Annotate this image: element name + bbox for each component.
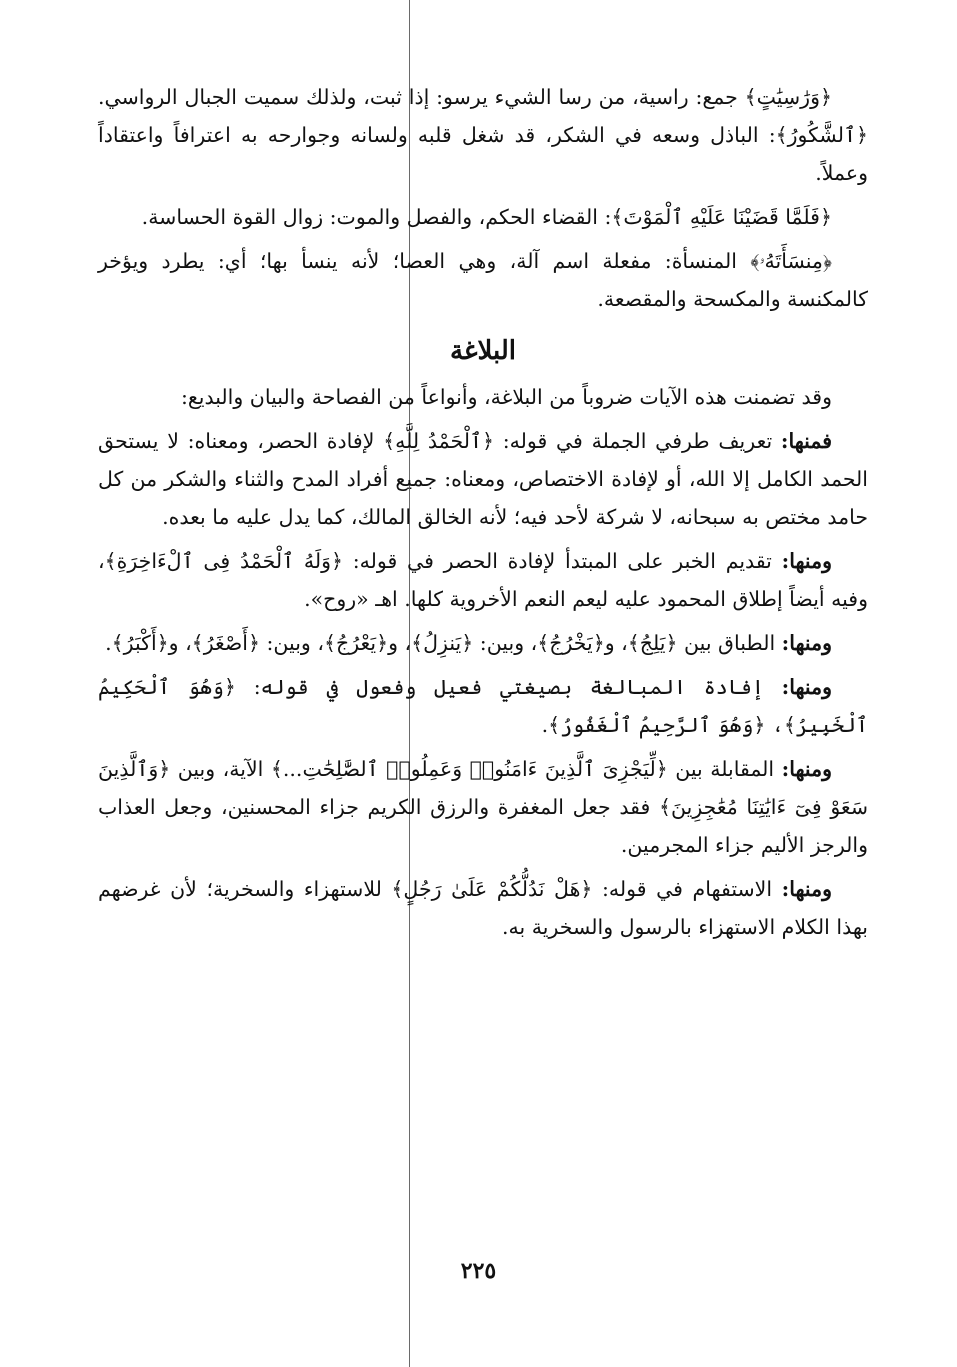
- intro-paragraph: وقد تضمنت هذه الآيات ضروباً من البلاغة، وأنواعاً من الفصاحة والبيان والبديع:: [180, 385, 832, 409]
- item-lead: ومنها:: [781, 877, 832, 901]
- glossary-paragraph-death: ﴿فَلَمَّا قَضَيْنَا عَلَيْهِ ٱلْمَوْتَ﴾: القضاء الحكم، والفصل والموت: زوال القوة الحساسة.: [141, 205, 832, 229]
- item-text: تقديم الخبر على المبتدأ لإفادة الحصر في قوله: ﴿وَلَهُ ٱلْحَمْدُ فِى ٱلْءَاخِرَةِ﴾، وفيه أيضاً إطلاق المحمود عليه ليعم النعم الأخروية كلها. اهـ «روح».: [98, 549, 868, 611]
- page-number: ٢٢٥: [460, 1258, 497, 1284]
- item-text: تعريف طرفي الجملة في قوله: ﴿ٱلْحَمْدُ لِلَّهِ﴾ لإفادة الحصر، ومعناه: لا يستحق الحمد الكامل إلا الله، أو لإفادة الاختصاص، ومعناه: جميع أفراد المدح والثناء والشكر من كل حامد مختص به سبحانه، لا شركة لأحد فيه؛ لأنه الخالق المالك، كما يدل عليه ما بعده.: [98, 429, 868, 529]
- section-title-balagha: البلاغة: [449, 336, 517, 366]
- item-lead: ومنها:: [781, 631, 832, 655]
- item-lead: فمنها:: [780, 429, 832, 453]
- rhetoric-item: [98, 668, 868, 744]
- item-text: المقابلة بين ﴿لِّيَجْزِىَ ٱلَّذِينَ ءَامَنُوا۟ وَعَمِلُوا۟ ٱلصَّٰلِحَٰتِ...﴾ الآية، وبين ﴿وَٱلَّذِينَ سَعَوْ فِىٓ ءَايَٰتِنَا مُعَٰجِزِينَ﴾ فقد جعل المغفرة والرزق الكريم جزاء المحسنين، وجعل العذاب والرجز الأليم جزاء المجرمين.: [98, 757, 868, 857]
- item-text: الاستفهام في قوله: ﴿هَلْ نَدُلُّكُمْ عَلَىٰ رَجُلٍ﴾ للاستهزاء والسخرية؛ لأن غرضهم بهذا الكلام الاستهزاء بالرسول والسخرية به.: [98, 877, 868, 939]
- glossary-paragraph-minsaa: ﴿مِنسَأَتَهُۥ﴾ المنسأة: مفعلة اسم آلة، وهي العصا؛ لأنه ينسأ بها؛ أي: يطرد ويؤخر كالمكنسة والمكسحة والمقصعة.: [98, 249, 868, 311]
- item-text: الطباق بين ﴿يَلِجُ﴾، و﴿يَخْرُجُ﴾، وبين: ﴿يَنزِلُ﴾، و﴿يَعْرُجُ﴾، وبين: ﴿أَصْغَرُ﴾، و﴿أَكْبَرُ﴾.: [105, 631, 782, 655]
- book-page: [98, 78, 868, 952]
- glossary-paragraph-rawasiyat: ﴿وَرَٰسِيَٰتٍ﴾ جمع: راسية، من رسا الشيء يرسو: إذا ثبت، ولذلك سميت الجبال الرواسي. ﴿ٱلشَّكُورُ﴾: الباذل وسعه في الشكر، قد شغل قلبه ولسانه وجوارحه به اعترافاً واعتقاداً وعملاً.: [98, 85, 868, 185]
- item-lead: ومنها:: [781, 675, 832, 699]
- item-lead: ومنها:: [781, 549, 832, 573]
- rhetoric-item: [98, 542, 868, 618]
- item-text: إفادة المبالغة بصيغتي فعيل وفعول في قوله: ﴿وَهُوَ ٱلْحَكِيمُ ٱلْخَبِيرُ﴾، ﴿وَهُوَ ٱلرَّحِيمُ ٱلْغَفُورُ﴾.: [98, 675, 868, 737]
- rhetoric-item: [98, 750, 868, 864]
- rhetoric-item: [98, 422, 868, 536]
- rhetoric-item: [98, 624, 868, 662]
- rhetoric-item: [98, 870, 868, 946]
- item-lead: ومنها:: [781, 757, 832, 781]
